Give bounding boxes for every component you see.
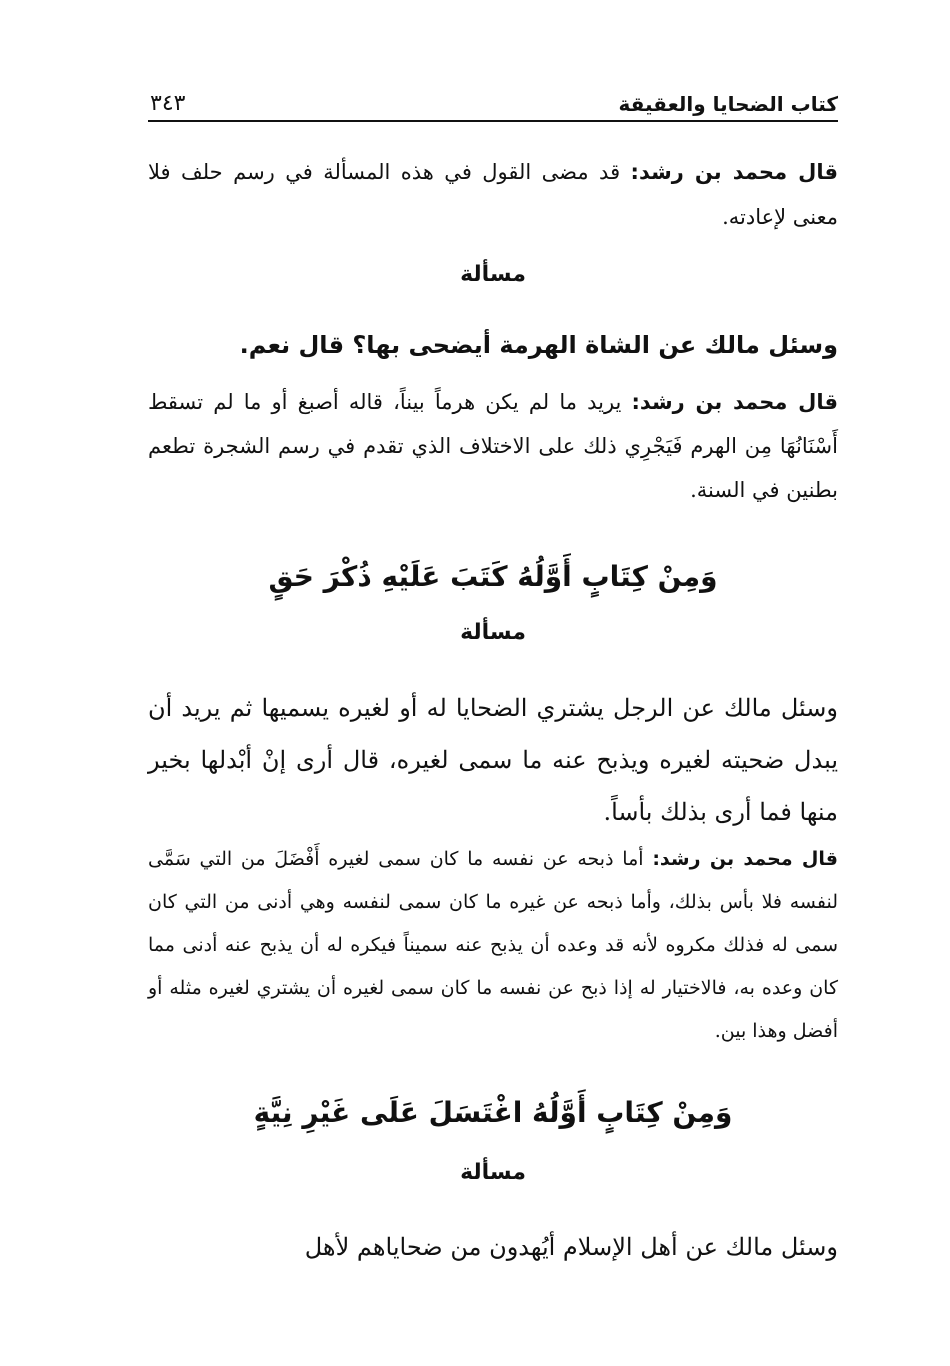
commentary-paragraph-2 (148, 380, 838, 512)
section-heading-masala: مسألة (460, 262, 526, 287)
page-header (150, 80, 838, 116)
chapter-heading: وَمِنْ كِتَابٍ أَوَّلُهُ اغْتَسَلَ عَلَى غَيْرِ نِيَّةٍ (253, 1096, 733, 1129)
page-number: ٣٤٣ (150, 91, 186, 116)
question-paragraph-2 (148, 682, 838, 838)
question-paragraph-3 (148, 1224, 838, 1270)
paragraph-text: قد مضى القول في هذه المسألة في رسم حلف فلا معنى لإعادته. (148, 160, 838, 229)
speaker-label: قال محمد بن رشد: (630, 160, 838, 184)
commentary-paragraph-1 (148, 150, 838, 240)
paragraph-text: وسئل مالك عن الرجل يشتري الضحايا له أو لغيره يسميها ثم يريد أن يبدل ضحيته لغيره ويذبح عنه ما سمى لغيره، قال أرى إنْ أبْدلها بخير منها فما أرى بذلك بأساً. (148, 694, 838, 826)
speaker-label: قال محمد بن رشد: (652, 848, 838, 870)
paragraph-text: وسئل مالك عن أهل الإسلام أيُهدون من ضحاياهم لأهل (304, 1233, 838, 1261)
chapter-heading: وَمِنْ كِتَابٍ أَوَّلُهُ كَتَبَ عَلَيْهِ ذُكْرَ حَقٍ (268, 560, 718, 593)
section-heading-masala: مسألة (460, 620, 526, 645)
section-heading-masala: مسألة (460, 1160, 526, 1185)
header-rule (148, 120, 838, 122)
paragraph-text: يريد ما لم يكن هرماً بيناً، قاله أصبغ أو ما لم تسقط أَسْنَانُهَا مِن الهرم فَيَجْرِي ذلك على الاختلاف الذي تقدم في رسم الشجرة تطعم بطنين في السنة. (148, 390, 838, 502)
commentary-paragraph-3 (148, 838, 838, 1053)
speaker-label: قال محمد بن رشد: (631, 390, 838, 414)
paragraph-text: أما ذبحه عن نفسه ما كان سمى لغيره أَفْضَلَ من التي سَمَّى لنفسه فلا بأس بذلك، وأما ذبحه عن غيره ما كان سمى لنفسه وهي أدنى من التي كان سمى له فذلك مكروه لأنه قد وعده أن يذبح عنه سميناً فيكره له أن يذبح عنه أدنى مما كان وعده به، فالاختيار له إذا ذبح عن نفسه ما كان سمى لغيره أن يشتري لغيره مثله أو أفضل وهذا بين. (148, 848, 838, 1042)
running-title: كتاب الضحايا والعقيقة (618, 92, 838, 116)
question-paragraph-1: وسئل مالك عن الشاة الهرمة أيضحى بها؟ قال نعم. (239, 331, 838, 359)
